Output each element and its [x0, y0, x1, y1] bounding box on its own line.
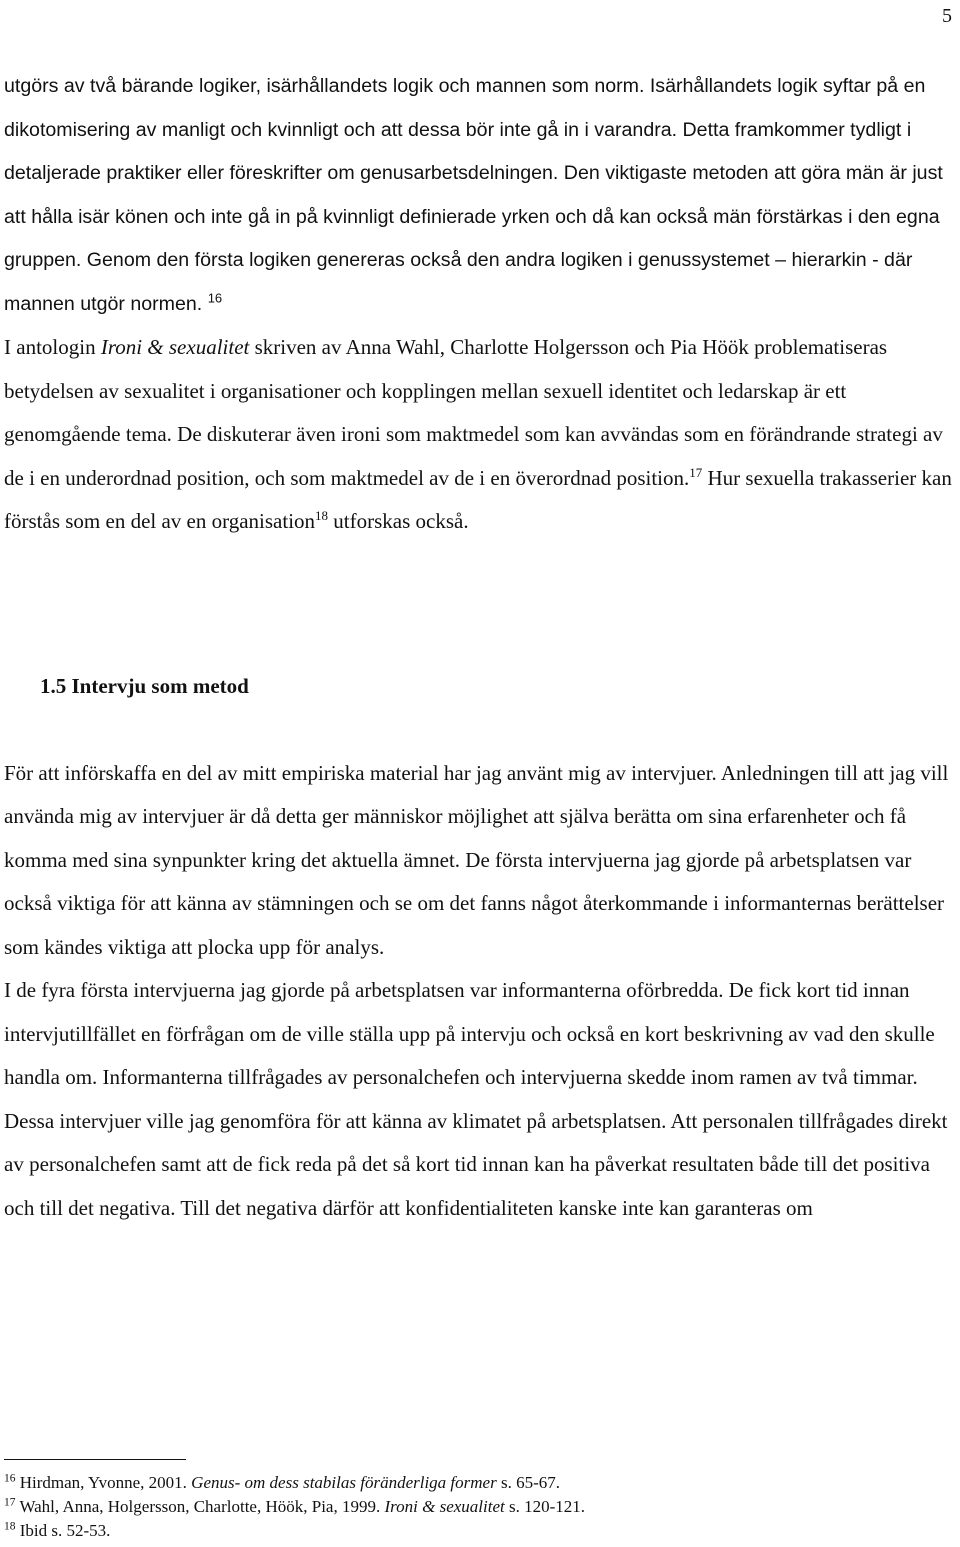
- paragraph-text: skriven av Anna Wahl, Charlotte Holgersson och Pia Höök problematiseras betydelsen av sexualitet i organisationer och kopplingen mellan sexuell identitet och ledarskap är ett genomgående tema. De diskuterar även ironi som maktmedel som kan avvändas som en förändrande strategi av de i en underordnad position, och som maktmedel av de i en överordnad position.: [4, 335, 943, 490]
- page-number: 5: [942, 5, 952, 27]
- footnote-ref-18[interactable]: 18: [315, 508, 329, 523]
- footnote-18: [4, 1519, 954, 1543]
- paragraph-text: Hur sexuella trakasserier kan förstås som en del av en organisation: [4, 465, 952, 533]
- paragraph-text: utforskas också.: [328, 509, 469, 533]
- footnote-text: Hirdman, Yvonne, 2001.: [15, 1473, 192, 1492]
- spacer: [4, 708, 960, 752]
- paragraph-text: utgörs av två bärande logiker, isärhållandets logik och mannen som norm. Isärhållandets logik syftar på en dikotomisering av manligt och kvinnligt och att dessa bör inte gå in i varandra. Detta framkommer tydligt i detaljerade praktiker eller föreskrifter om genusarbetsdelningen. Den viktigaste metoden att göra män är just att hålla isär könen och inte gå in på kvinnligt definierade yrken och då kan också män förstärkas i den egna gruppen. Genom den första logiken genereras också den andra logiken i genussystemet – hierarkin - där mannen utgör normen.: [4, 75, 943, 315]
- footnote-separator: [4, 1459, 186, 1460]
- paragraph-gender-system: [4, 65, 960, 326]
- footnote-ref-17[interactable]: 17: [689, 464, 703, 480]
- footnote-text: s. 120-121.: [504, 1497, 586, 1516]
- book-title: Ironi & sexualitet: [100, 335, 250, 359]
- section-heading: 1.5 Intervju som metod: [40, 673, 249, 698]
- footnote-16: [4, 1471, 954, 1495]
- body-text: [4, 65, 960, 1230]
- footnote-17: [4, 1495, 954, 1519]
- footnote-title: Ironi & sexualitet: [384, 1497, 505, 1516]
- paragraph-first-interviews: I de fyra första intervjuerna jag gjorde på arbetsplatsen var informanterna oförbredda. De fick kort tid innan intervjutillfället en förfrågan om de ville ställa upp på intervju och också en kort beskrivning av vad den skulle handla om. Informanterna tillfrågades av personalchefen och intervjuerna skedde inom ramen av två timmar. Dessa intervjuer ville jag genomföra för att känna av klimatet på arbetsplatsen. Att personalen tillfrågades direkt av personalchefen samt att de fick reda på det så kort tid innan kan ha påverkat resultaten både till det positiva och till det negativa. Till det negativa därför att konfidentialiteten kanske inte kan garanteras om: [4, 978, 948, 1220]
- footnote-text: Wahl, Anna, Holgersson, Charlotte, Höök, Pia, 1999.: [15, 1497, 385, 1516]
- footnotes: [4, 1471, 954, 1543]
- footnote-number: 18: [4, 1520, 16, 1533]
- spacer: [4, 544, 960, 665]
- footnote-ref-16[interactable]: 16: [207, 289, 223, 305]
- footnote-number: 16: [4, 1472, 16, 1485]
- paragraph-anthology: [4, 326, 960, 544]
- footnote-text: Ibid s. 52-53.: [15, 1521, 111, 1540]
- paragraph-interview-method: För att införskaffa en del av mitt empiriska material har jag använt mig av intervjuer. Anledningen till att jag vill använda mig av intervjuer är då detta ger människor möjlighet att själva berätta om sina erfarenheter och få komma med sina synpunkter kring det aktuella ämnet. De första intervjuerna jag gjorde på arbetsplatsen var också viktiga för att känna av stämningen och se om det fanns något återkommande i informanternas berättelser som kändes viktiga att plocka upp för analys.: [4, 760, 949, 959]
- footnote-number: 17: [4, 1496, 16, 1509]
- footnote-text: s. 65-67.: [496, 1473, 560, 1492]
- paragraph-text: I antologin: [4, 335, 101, 359]
- footnote-title: Genus- om dess stabilas föränderliga former: [191, 1473, 497, 1492]
